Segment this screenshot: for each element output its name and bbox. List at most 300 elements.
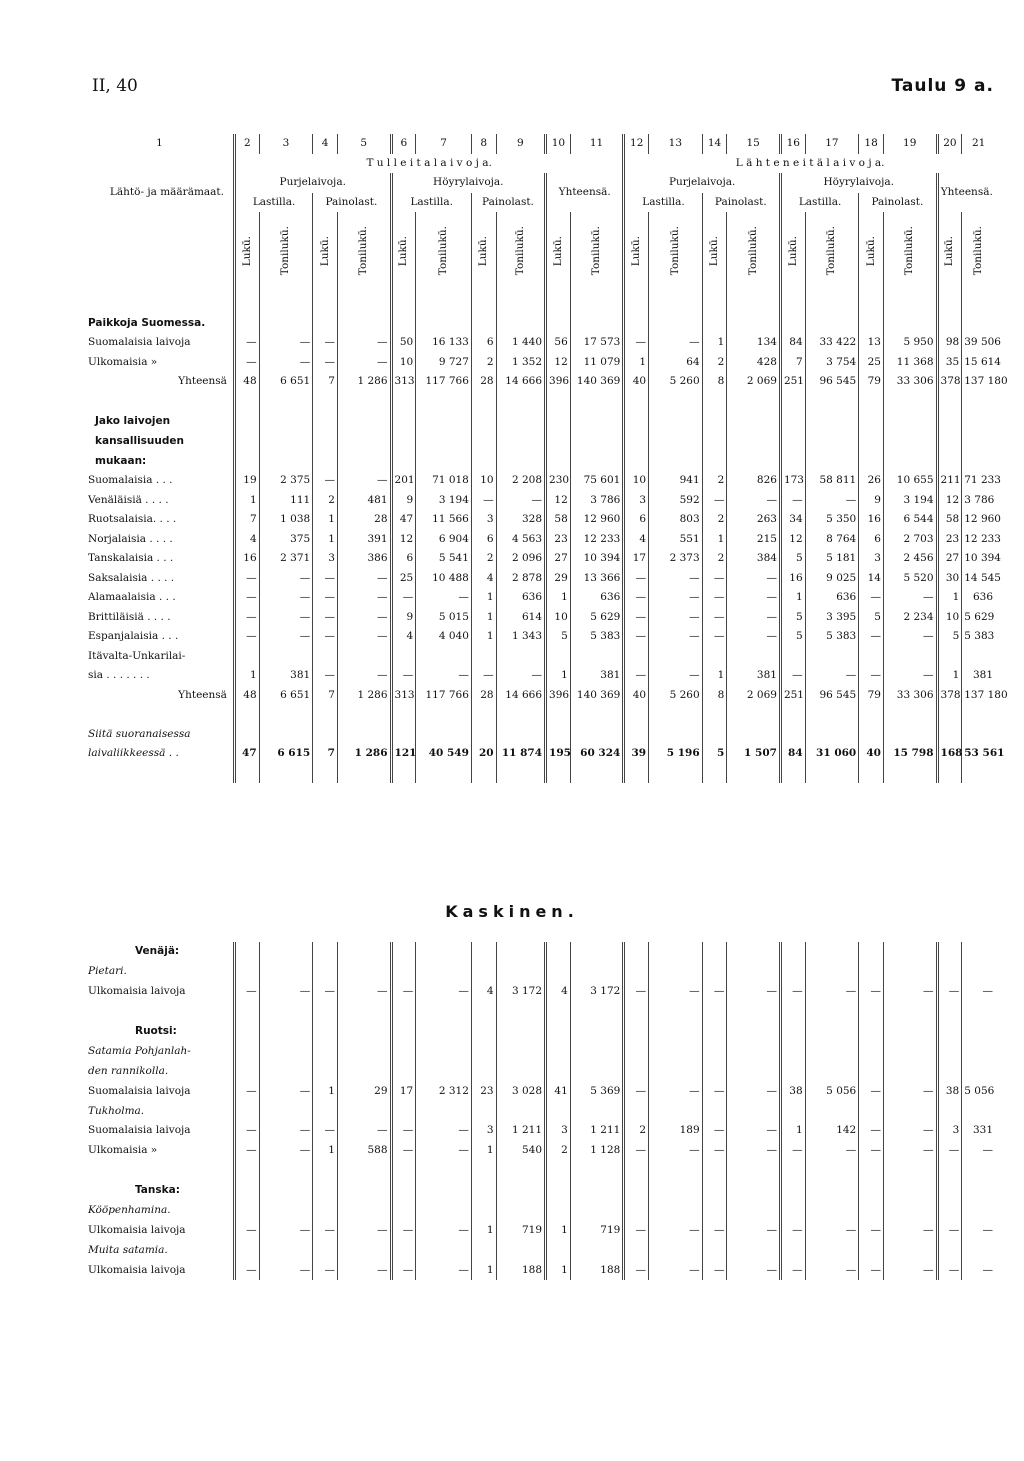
spacer bbox=[337, 705, 391, 725]
row-cell: — bbox=[727, 1220, 781, 1240]
footer-cell: 1 286 bbox=[337, 744, 391, 764]
row-cell: — bbox=[259, 353, 313, 373]
spacer bbox=[85, 705, 234, 725]
spacer bbox=[391, 764, 416, 784]
row-cell: 381 bbox=[570, 666, 624, 686]
row-cell: 230 bbox=[546, 471, 571, 491]
vertical-label: Lukū. bbox=[943, 235, 956, 267]
row-cell: 98 bbox=[937, 333, 962, 353]
spacer bbox=[859, 764, 884, 784]
spacer bbox=[416, 392, 472, 412]
spacer bbox=[649, 1181, 703, 1201]
row-cell: — bbox=[624, 1141, 649, 1161]
spacer bbox=[805, 1041, 859, 1061]
row-cell: 396 bbox=[546, 372, 571, 392]
row-cell: 1 bbox=[234, 491, 259, 511]
row-cell: — bbox=[624, 1220, 649, 1240]
row-cell: — bbox=[391, 1260, 416, 1280]
row-cell: — bbox=[337, 608, 391, 628]
row-cell: 3 395 bbox=[805, 608, 859, 628]
spacer bbox=[546, 705, 571, 725]
row-cell: 7 bbox=[313, 686, 338, 706]
spacer bbox=[859, 392, 884, 412]
port-name: Kööpenhamina. bbox=[88, 1204, 171, 1217]
spacer bbox=[962, 942, 995, 962]
spacer bbox=[859, 725, 884, 745]
row-cell: 188 bbox=[570, 1260, 624, 1280]
vertical-label: Tonilukū. bbox=[825, 226, 838, 276]
row-cell: — bbox=[259, 627, 313, 647]
row-cell: 7 bbox=[313, 372, 338, 392]
row-cell: 1 bbox=[471, 588, 496, 608]
row-cell: 111 bbox=[259, 491, 313, 511]
spacer bbox=[937, 411, 962, 471]
row-cell: — bbox=[391, 666, 416, 686]
row-label: Saksalaisia . . . . bbox=[88, 571, 175, 584]
spacer bbox=[859, 1002, 884, 1022]
row-cell: 38 bbox=[780, 1081, 805, 1101]
spacer bbox=[727, 1181, 781, 1201]
spacer bbox=[416, 764, 472, 784]
row-cell: — bbox=[727, 1081, 781, 1101]
row-cell: 719 bbox=[496, 1220, 545, 1240]
footer-cell: 40 bbox=[859, 744, 884, 764]
row-cell: 3 754 bbox=[805, 353, 859, 373]
spacer bbox=[416, 1022, 472, 1042]
group-header-sail: Purjelaivoja. bbox=[234, 173, 391, 193]
row-cell: — bbox=[234, 1141, 259, 1161]
vertical-label: Tonilukū. bbox=[590, 226, 603, 276]
spacer bbox=[234, 1022, 259, 1042]
spacer bbox=[937, 1181, 962, 1201]
spacer bbox=[259, 392, 313, 412]
row-cell: 1 bbox=[234, 666, 259, 686]
spacer bbox=[546, 392, 571, 412]
row-cell: 137 180 bbox=[962, 686, 995, 706]
row-cell: 636 bbox=[570, 588, 624, 608]
spacer bbox=[962, 314, 995, 334]
spacer bbox=[649, 1061, 703, 1081]
row-cell: 3 bbox=[937, 1121, 962, 1141]
row-cell: — bbox=[234, 333, 259, 353]
row-cell: — bbox=[859, 627, 884, 647]
row-cell: 33 306 bbox=[883, 372, 937, 392]
row-cell: 96 545 bbox=[805, 372, 859, 392]
footer-label-1: Siitä suoranaisessa bbox=[88, 727, 191, 740]
row-cell: — bbox=[391, 1220, 416, 1240]
column-number: 10 bbox=[546, 134, 571, 154]
row-cell: 5 260 bbox=[649, 686, 703, 706]
row-label: Ulkomaisia laivoja bbox=[88, 985, 186, 998]
spacer bbox=[962, 392, 995, 412]
section-title-kaskinen: Kaskinen. bbox=[445, 902, 579, 921]
row-cell: 5 bbox=[780, 627, 805, 647]
spacer bbox=[883, 764, 937, 784]
spacer bbox=[780, 1161, 805, 1181]
row-label: Tanskalaisia . . . bbox=[88, 552, 174, 565]
spacer bbox=[649, 1240, 703, 1260]
row-cell: 1 211 bbox=[570, 1121, 624, 1141]
footer-cell: 168 bbox=[937, 744, 962, 764]
row-cell: 27 bbox=[937, 549, 962, 569]
main-table bbox=[85, 134, 1008, 783]
spacer bbox=[337, 1161, 391, 1181]
spacer bbox=[962, 725, 995, 745]
row-cell: — bbox=[727, 627, 781, 647]
row-cell: 1 bbox=[702, 530, 727, 550]
row-cell bbox=[259, 647, 313, 667]
spacer bbox=[780, 725, 805, 745]
row-cell bbox=[234, 647, 259, 667]
spacer bbox=[391, 1002, 416, 1022]
row-cell: 201 bbox=[391, 471, 416, 491]
spacer bbox=[391, 1240, 416, 1260]
spacer bbox=[937, 962, 962, 982]
row-cell: 117 766 bbox=[416, 686, 472, 706]
row-cell: 140 369 bbox=[570, 686, 624, 706]
spacer bbox=[727, 1061, 781, 1081]
row-cell: 5 369 bbox=[570, 1081, 624, 1101]
row-cell: — bbox=[624, 569, 649, 589]
row-cell: 381 bbox=[727, 666, 781, 686]
spacer bbox=[702, 411, 727, 471]
row-cell: 2 069 bbox=[727, 686, 781, 706]
spacer bbox=[313, 1161, 338, 1181]
row-cell: 47 bbox=[391, 510, 416, 530]
spacer bbox=[546, 314, 571, 334]
column-number: 2 bbox=[234, 134, 259, 154]
vertical-label: Lukū. bbox=[630, 235, 643, 267]
row-cell: 12 bbox=[546, 353, 571, 373]
row-cell: 1 bbox=[471, 1220, 496, 1240]
section-title: Jako laivojen kansallisuuden mukaan: bbox=[95, 415, 184, 467]
row-cell: — bbox=[259, 1121, 313, 1141]
spacer bbox=[471, 1101, 496, 1121]
row-cell: 3 172 bbox=[496, 982, 545, 1002]
row-cell: 50 bbox=[391, 333, 416, 353]
spacer bbox=[234, 1041, 259, 1061]
row-cell: 10 bbox=[471, 471, 496, 491]
spacer bbox=[883, 1061, 937, 1081]
row-cell: 2 234 bbox=[883, 608, 937, 628]
tons-header bbox=[962, 212, 995, 294]
spacer bbox=[313, 1181, 338, 1201]
row-cell: 38 bbox=[937, 1081, 962, 1101]
spacer bbox=[962, 1240, 995, 1260]
group-header-steam: Höyrylaivoja. bbox=[391, 173, 546, 193]
row-cell: 551 bbox=[649, 530, 703, 550]
spacer bbox=[496, 294, 545, 314]
spacer bbox=[883, 1201, 937, 1221]
row-cell: 39 506 bbox=[962, 333, 995, 353]
row-cell: — bbox=[962, 982, 995, 1002]
row-cell: 16 bbox=[780, 569, 805, 589]
spacer bbox=[471, 294, 496, 314]
row-cell: — bbox=[259, 569, 313, 589]
vertical-label: Lukū. bbox=[708, 235, 720, 267]
row-cell: — bbox=[416, 982, 472, 1002]
spacer bbox=[471, 1201, 496, 1221]
spacer bbox=[471, 392, 496, 412]
row-cell bbox=[727, 647, 781, 667]
spacer bbox=[859, 1041, 884, 1061]
spacer bbox=[337, 1101, 391, 1121]
row-cell bbox=[937, 647, 962, 667]
spacer bbox=[883, 1240, 937, 1260]
spacer bbox=[805, 1002, 859, 1022]
row-cell: 5 181 bbox=[805, 549, 859, 569]
row-cell bbox=[859, 647, 884, 667]
footer-cell: 7 bbox=[313, 744, 338, 764]
row-cell: 1 128 bbox=[570, 1141, 624, 1161]
row-cell: — bbox=[624, 588, 649, 608]
row-cell: 10 bbox=[624, 471, 649, 491]
spacer bbox=[859, 1101, 884, 1121]
spacer bbox=[624, 962, 649, 982]
row-cell: — bbox=[416, 1141, 472, 1161]
row-cell: — bbox=[727, 588, 781, 608]
row-cell: — bbox=[702, 1260, 727, 1280]
row-cell: — bbox=[780, 1141, 805, 1161]
spacer bbox=[471, 1061, 496, 1081]
row-cell: 2 703 bbox=[883, 530, 937, 550]
row-cell: — bbox=[624, 666, 649, 686]
row-cell: 6 544 bbox=[883, 510, 937, 530]
row-cell: 1 bbox=[313, 1081, 338, 1101]
row-cell: — bbox=[883, 1260, 937, 1280]
row-cell: — bbox=[259, 333, 313, 353]
row-cell: 11 368 bbox=[883, 353, 937, 373]
spacer bbox=[805, 1061, 859, 1081]
spacer bbox=[546, 764, 571, 784]
row-cell: 58 811 bbox=[805, 471, 859, 491]
row-cell: 2 bbox=[471, 549, 496, 569]
row-cell: 313 bbox=[391, 372, 416, 392]
row-cell: 10 394 bbox=[570, 549, 624, 569]
spacer bbox=[649, 294, 703, 314]
row-cell: 4 bbox=[471, 982, 496, 1002]
row-cell: — bbox=[624, 1260, 649, 1280]
row-cell: 5 056 bbox=[962, 1081, 995, 1101]
row-cell: 33 422 bbox=[805, 333, 859, 353]
spacer bbox=[727, 725, 781, 745]
row-cell: 384 bbox=[727, 549, 781, 569]
row-cell: 1 bbox=[702, 333, 727, 353]
spacer bbox=[496, 705, 545, 725]
spacer bbox=[337, 942, 391, 962]
row-cell: 96 545 bbox=[805, 686, 859, 706]
spacer bbox=[780, 294, 805, 314]
row-cell: 5 bbox=[546, 627, 571, 647]
spacer bbox=[85, 294, 234, 314]
spacer bbox=[391, 1161, 416, 1181]
row-cell: — bbox=[859, 982, 884, 1002]
vertical-label: Tonilukū. bbox=[357, 226, 370, 276]
row-cell: — bbox=[391, 1121, 416, 1141]
spacer bbox=[259, 1161, 313, 1181]
row-cell: — bbox=[805, 666, 859, 686]
row-cell: — bbox=[471, 491, 496, 511]
spacer bbox=[859, 1181, 884, 1201]
row-cell: — bbox=[883, 1121, 937, 1141]
spacer bbox=[471, 1022, 496, 1042]
spacer bbox=[259, 1041, 313, 1061]
spacer bbox=[649, 764, 703, 784]
row-cell: — bbox=[859, 1121, 884, 1141]
spacer bbox=[649, 1041, 703, 1061]
row-cell: 173 bbox=[780, 471, 805, 491]
row-cell: 140 369 bbox=[570, 372, 624, 392]
spacer bbox=[937, 1002, 962, 1022]
row-cell: 2 bbox=[702, 510, 727, 530]
row-cell: — bbox=[937, 1220, 962, 1240]
row-cell: 2 096 bbox=[496, 549, 545, 569]
row-label: Espanjalaisia . . . bbox=[88, 630, 179, 643]
row-cell: — bbox=[496, 491, 545, 511]
row-cell: 3 bbox=[624, 491, 649, 511]
spacer bbox=[962, 1161, 995, 1181]
spacer bbox=[416, 411, 472, 471]
row-cell: 79 bbox=[859, 372, 884, 392]
spacer bbox=[727, 1101, 781, 1121]
section-title: Paikkoja Suomessa. bbox=[88, 316, 206, 329]
spacer bbox=[471, 942, 496, 962]
row-cell: 826 bbox=[727, 471, 781, 491]
footer-cell: 31 060 bbox=[805, 744, 859, 764]
row-cell: 9 bbox=[391, 491, 416, 511]
row-cell: — bbox=[496, 666, 545, 686]
column-number: 20 bbox=[937, 134, 962, 154]
row-cell: — bbox=[962, 1260, 995, 1280]
row-cell: — bbox=[780, 666, 805, 686]
row-cell: 5 383 bbox=[962, 627, 995, 647]
row-cell: 17 bbox=[391, 1081, 416, 1101]
spacer bbox=[702, 314, 727, 334]
spacer bbox=[416, 1002, 472, 1022]
row-cell: 1 bbox=[702, 666, 727, 686]
spacer bbox=[702, 1240, 727, 1260]
spacer bbox=[883, 1002, 937, 1022]
row-cell: 5 bbox=[780, 549, 805, 569]
spacer bbox=[496, 1181, 545, 1201]
spacer bbox=[570, 294, 624, 314]
row-cell: 30 bbox=[937, 569, 962, 589]
spacer bbox=[234, 314, 259, 334]
row-cell: — bbox=[649, 1141, 703, 1161]
row-cell: 25 bbox=[391, 569, 416, 589]
row-cell: 5 950 bbox=[883, 333, 937, 353]
row-cell: — bbox=[391, 588, 416, 608]
spacer bbox=[496, 1101, 545, 1121]
row-cell: — bbox=[337, 982, 391, 1002]
footer-cell: 5 bbox=[702, 744, 727, 764]
spacer bbox=[649, 1201, 703, 1221]
row-cell: 1 bbox=[937, 666, 962, 686]
row-cell bbox=[624, 647, 649, 667]
row-cell: 1 bbox=[471, 1141, 496, 1161]
spacer bbox=[546, 1101, 571, 1121]
spacer bbox=[337, 392, 391, 412]
row-cell: 378 bbox=[937, 372, 962, 392]
spacer bbox=[727, 1240, 781, 1260]
spacer bbox=[805, 764, 859, 784]
row-cell: — bbox=[337, 1260, 391, 1280]
spacer bbox=[727, 1161, 781, 1181]
tons-header bbox=[259, 212, 313, 294]
spacer bbox=[624, 942, 649, 962]
footer-label-2: laivaliikkeessä . . bbox=[88, 747, 179, 760]
row-cell: — bbox=[259, 1220, 313, 1240]
row-cell: — bbox=[259, 1141, 313, 1161]
spacer bbox=[416, 1061, 472, 1081]
count-header bbox=[780, 212, 805, 294]
spacer bbox=[570, 1240, 624, 1260]
spacer bbox=[883, 1041, 937, 1061]
row-cell: 12 bbox=[937, 491, 962, 511]
page-number: II, 40 bbox=[92, 76, 138, 96]
row-cell: 29 bbox=[337, 1081, 391, 1101]
row-cell bbox=[780, 647, 805, 667]
row-cell: 48 bbox=[234, 686, 259, 706]
port-name: Satamia Pohjanlah- bbox=[88, 1044, 191, 1057]
count-header bbox=[624, 212, 649, 294]
spacer bbox=[805, 1161, 859, 1181]
spacer bbox=[546, 962, 571, 982]
row-cell: 1 038 bbox=[259, 510, 313, 530]
row-cell: 1 bbox=[546, 1260, 571, 1280]
row-cell: 8 bbox=[702, 686, 727, 706]
spacer bbox=[570, 1041, 624, 1061]
spacer bbox=[337, 411, 391, 471]
row-cell: 12 960 bbox=[570, 510, 624, 530]
spacer bbox=[780, 1041, 805, 1061]
row-cell: — bbox=[337, 666, 391, 686]
spacer bbox=[337, 725, 391, 745]
spacer bbox=[496, 1161, 545, 1181]
spacer bbox=[702, 392, 727, 412]
row-cell: 11 566 bbox=[416, 510, 472, 530]
spacer bbox=[546, 1201, 571, 1221]
spacer bbox=[337, 1181, 391, 1201]
spacer bbox=[391, 942, 416, 962]
spacer bbox=[416, 705, 472, 725]
row-cell: 10 bbox=[391, 353, 416, 373]
spacer bbox=[259, 1022, 313, 1042]
row-cell: 6 651 bbox=[259, 686, 313, 706]
spacer bbox=[859, 1161, 884, 1181]
spacer bbox=[337, 1022, 391, 1042]
row-cell: 428 bbox=[727, 353, 781, 373]
row-cell: 188 bbox=[496, 1260, 545, 1280]
spacer bbox=[937, 705, 962, 725]
spacer bbox=[570, 1201, 624, 1221]
row-cell: 12 960 bbox=[962, 510, 995, 530]
row-cell: — bbox=[649, 569, 703, 589]
tons-header bbox=[570, 212, 624, 294]
spacer bbox=[780, 1002, 805, 1022]
spacer bbox=[702, 764, 727, 784]
sub-header-loaded: Lastilla. bbox=[391, 193, 471, 213]
row-cell: — bbox=[962, 1220, 995, 1240]
footer-cell: 84 bbox=[780, 744, 805, 764]
row-cell: — bbox=[234, 1121, 259, 1141]
spacer bbox=[313, 1022, 338, 1042]
vertical-label: Lukū. bbox=[397, 235, 410, 267]
row-cell: — bbox=[805, 1220, 859, 1240]
spacer bbox=[780, 1201, 805, 1221]
spacer bbox=[570, 962, 624, 982]
row-cell: 4 bbox=[624, 530, 649, 550]
